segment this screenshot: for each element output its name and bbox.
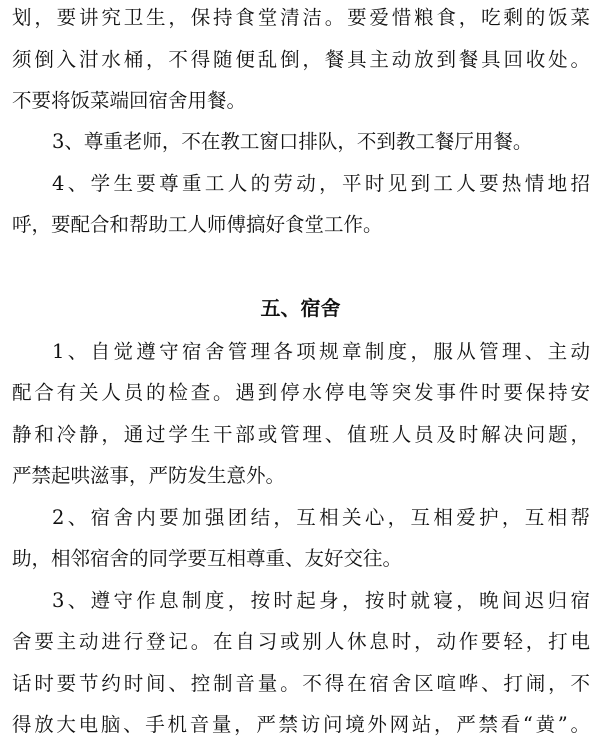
paragraph-line: 助，相邻宿舍的同学要互相尊重、友好交往。 [12,547,403,570]
paragraph-line: 4、学生要尊重工人的劳动，平时见到工人要热情地招 [52,172,590,195]
paragraph-line: 2、宿舍内要加强团结，互相关心，互相爱护，互相帮 [52,506,590,529]
paragraph-line: 1、自觉遵守宿舍管理各项规章制度，服从管理、主动 [52,340,590,363]
paragraph-line: 不要将饭菜端回宿舍用餐。 [12,89,247,112]
paragraph-line: 3、遵守作息制度，按时起身，按时就寝，晚间迟归宿 [52,589,590,612]
paragraph-line: 呼，要配合和帮助工人师傅搞好食堂工作。 [12,213,383,236]
paragraph-line: 严禁起哄滋事，严防发生意外。 [12,464,286,487]
paragraph-line: 划，要讲究卫生，保持食堂清洁。要爱惜粮食，吃剩的饭菜 [12,6,590,29]
section-heading: 五、宿舍 [260,296,341,320]
paragraph-line: 舍要主动进行登记。在自习或别人休息时，动作要轻，打电 [12,630,590,653]
paragraph-line: 话时要节约时间、控制音量。不得在宿舍区喧哗、打闹，不 [12,672,590,695]
paragraph-line: 配合有关人员的检查。遇到停水停电等突发事件时要保持安 [12,381,590,404]
paragraph-line: 3、尊重老师，不在教工窗口排队，不到教工餐厅用餐。 [52,130,533,153]
paragraph-line: 静和冷静，通过学生干部或管理、值班人员及时解决问题， [12,423,590,446]
paragraph-line: 须倒入泔水桶，不得随便乱倒，餐具主动放到餐具回收处。 [12,48,590,71]
paragraph-line: 得放大电脑、手机音量，严禁访问境外网站，严禁看“黄”。 [12,713,590,736]
